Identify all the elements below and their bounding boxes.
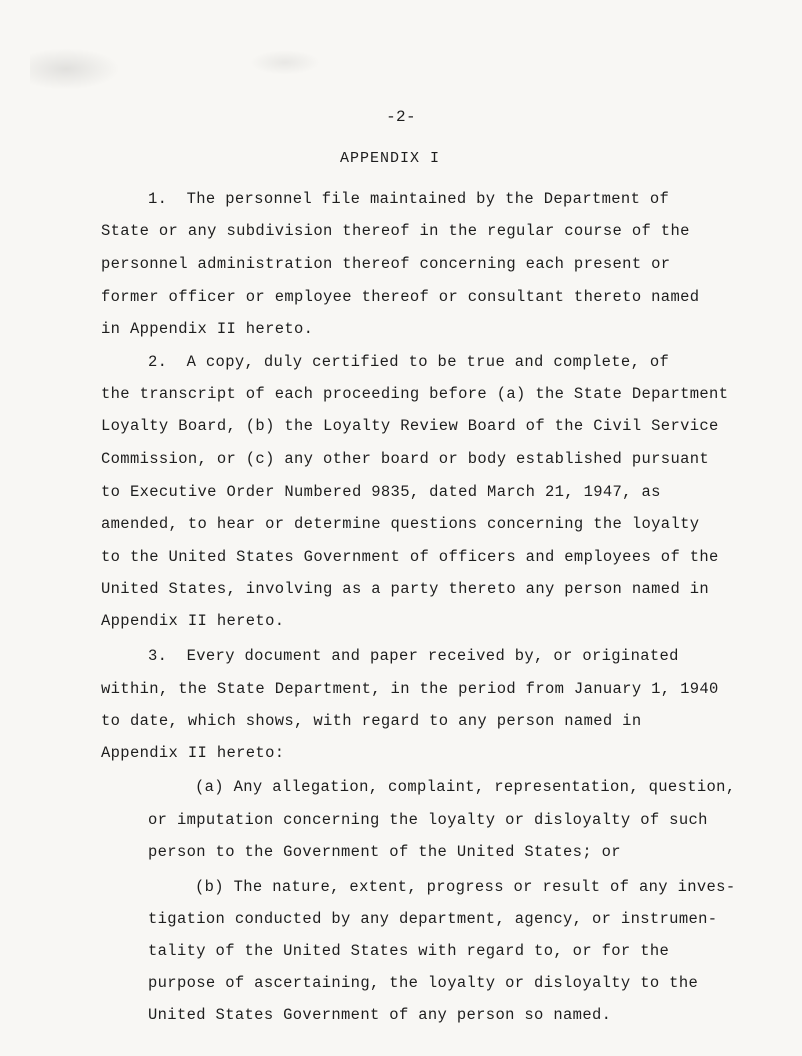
paragraph-3-line: Appendix II hereto:	[101, 744, 285, 762]
paragraph-2-line: Appendix II hereto.	[101, 612, 285, 630]
paragraph-1-line: in Appendix II hereto.	[101, 320, 314, 338]
ink-smudge	[30, 48, 120, 90]
subparagraph-b-line: (b) The nature, extent, progress or result of any inves-	[195, 878, 736, 896]
paragraph-2-line: 2. A copy, duly certified to be true and complete, of	[148, 353, 670, 371]
paragraph-3-line: within, the State Department, in the period from January 1, 1940	[101, 680, 719, 698]
subparagraph-a-line: or imputation concerning the loyalty or disloyalty of such	[148, 811, 708, 829]
paragraph-2-line: to the United States Government of officers and employees of the	[101, 548, 719, 566]
paragraph-2-line: United States, involving as a party thereto any person named in	[101, 580, 710, 598]
appendix-heading: APPENDIX I	[340, 150, 441, 167]
subparagraph-a-line: person to the Government of the United States; or	[148, 843, 621, 861]
subparagraph-b-line: United States Government of any person so named.	[148, 1006, 612, 1024]
paragraph-3-line: 3. Every document and paper received by, or originated	[148, 647, 679, 665]
paragraph-3-line: to date, which shows, with regard to any person named in	[101, 712, 642, 730]
subparagraph-a-line: (a) Any allegation, complaint, representation, question,	[195, 778, 736, 796]
ink-smudge	[250, 50, 320, 75]
paragraph-1-line: personnel administration thereof concerning each present or	[101, 255, 671, 273]
page-number: -2-	[386, 108, 416, 126]
paragraph-1-line: State or any subdivision thereof in the regular course of the	[101, 222, 690, 240]
paragraph-2-line: amended, to hear or determine questions concerning the loyalty	[101, 515, 700, 533]
paragraph-1-line: former officer or employee thereof or consultant thereto named	[101, 288, 700, 306]
paragraph-1-line: 1. The personnel file maintained by the Department of	[148, 190, 670, 208]
paragraph-2-line: to Executive Order Numbered 9835, dated March 21, 1947, as	[101, 483, 661, 501]
paragraph-2-line: Loyalty Board, (b) the Loyalty Review Board of the Civil Service	[101, 417, 719, 435]
subparagraph-b-line: tality of the United States with regard to, or for the	[148, 942, 670, 960]
subparagraph-b-line: purpose of ascertaining, the loyalty or disloyalty to the	[148, 974, 699, 992]
subparagraph-b-line: tigation conducted by any department, agency, or instrumen-	[148, 910, 718, 928]
paragraph-2-line: Commission, or (c) any other board or body established pursuant	[101, 450, 710, 468]
paragraph-2-line: the transcript of each proceeding before (a) the State Department	[101, 385, 729, 403]
